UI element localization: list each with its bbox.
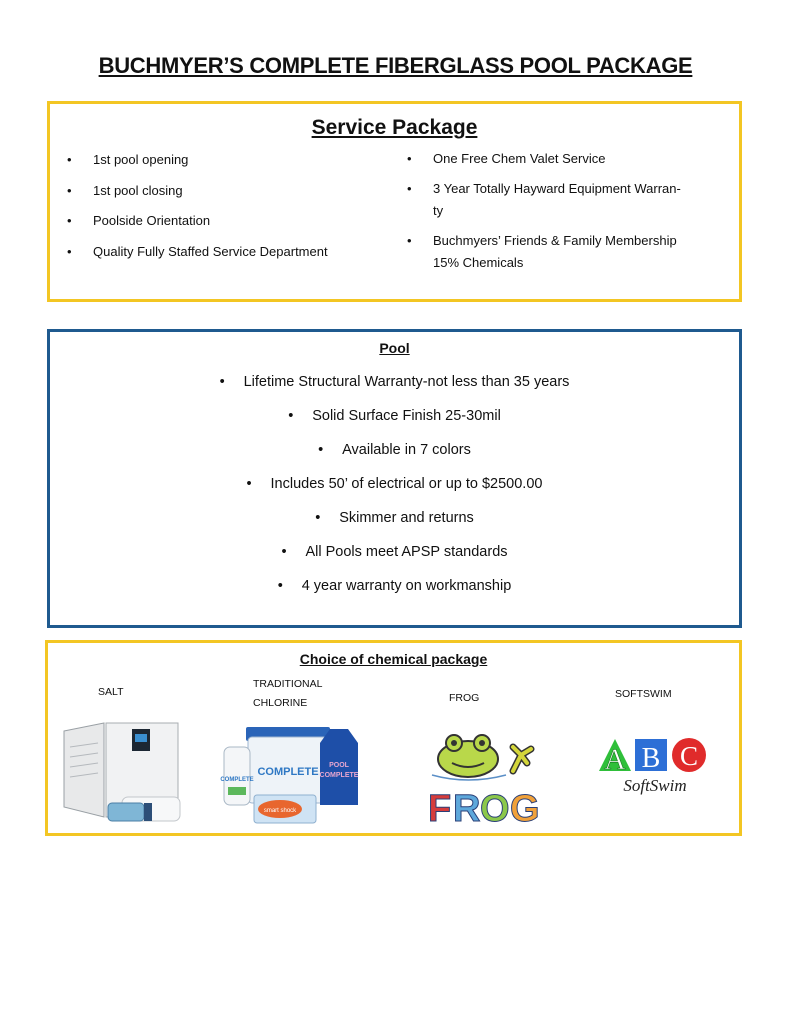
list-item: • Includes 50’ of electrical or up to $2500.00 — [246, 476, 543, 492]
svg-text:B: B — [641, 743, 661, 774]
option-label-chlorine: TRADITIONAL CHLORINE — [253, 678, 323, 709]
list-item: • Poolside Orientation — [67, 213, 328, 244]
svg-text:SoftSwim: SoftSwim — [623, 776, 687, 795]
page-title: BUCHMYER’S COMPLETE FIBERGLASS POOL PACKAGE — [98, 53, 693, 78]
bullet-icon: • — [281, 544, 287, 560]
option-label-frog: FROG — [449, 692, 480, 704]
list-item: • Solid Surface Finish 25-30mil — [288, 408, 501, 424]
chemical-package-heading: Choice of chemical package — [299, 651, 488, 667]
list-item: • 4 year warranty on workmanship — [277, 578, 512, 594]
svg-text:COMPLETE: COMPLETE — [220, 777, 254, 783]
svg-text:A: A — [604, 743, 626, 776]
option-label-softswim: SOFTSWIM — [615, 688, 672, 700]
list-item: • Quality Fully Staffed Service Department — [67, 244, 328, 275]
bullet-icon: • — [277, 578, 283, 594]
list-item: • Available in 7 colors — [318, 442, 471, 458]
chemical-package-box — [45, 640, 742, 836]
svg-text:COMPLETE: COMPLETE — [319, 772, 359, 779]
bullet-icon: • — [318, 442, 324, 458]
svg-text:smart shock: smart shock — [263, 808, 297, 814]
service-package-heading: Service Package — [311, 116, 478, 139]
list-item: • Buchmyers’ Friends & Family Membership 15% Chemicals — [407, 230, 707, 274]
list-item: • Lifetime Structural Warranty-not less than 35 years — [219, 374, 570, 390]
bullet-icon: • — [288, 408, 294, 424]
list-item: • One Free Chem Valet Service — [407, 148, 707, 170]
svg-text:F: F — [428, 788, 452, 827]
svg-text:O: O — [480, 788, 510, 827]
svg-text:COMPLETE: COMPLETE — [257, 766, 319, 778]
salt-chlorinator-image — [60, 717, 185, 825]
list-item: • 3 Year Totally Hayward Equipment Warran- ty — [407, 178, 707, 222]
list-item: • Skimmer and returns — [315, 510, 474, 526]
svg-text:R: R — [453, 788, 481, 827]
pool-box — [47, 329, 742, 628]
softswim-logo — [595, 735, 715, 799]
bullet-icon: • — [219, 374, 225, 390]
svg-text:C: C — [679, 741, 699, 771]
pool-feature-list — [50, 372, 739, 610]
service-right-list — [407, 148, 707, 282]
list-item: • All Pools meet APSP standards — [281, 544, 508, 560]
option-label-salt: SALT — [98, 686, 124, 698]
svg-text:G: G — [510, 788, 540, 827]
chlorine-products-image — [218, 723, 368, 825]
list-item: • 1st pool closing — [67, 183, 328, 214]
list-item: • 1st pool opening — [67, 152, 328, 183]
bullet-icon: • — [315, 510, 321, 526]
bullet-icon: • — [246, 476, 252, 492]
svg-text:POOL: POOL — [329, 762, 349, 769]
frog-logo — [418, 731, 548, 827]
pool-heading: Pool — [379, 340, 410, 356]
service-left-list — [67, 152, 328, 274]
service-package-box — [47, 101, 742, 302]
